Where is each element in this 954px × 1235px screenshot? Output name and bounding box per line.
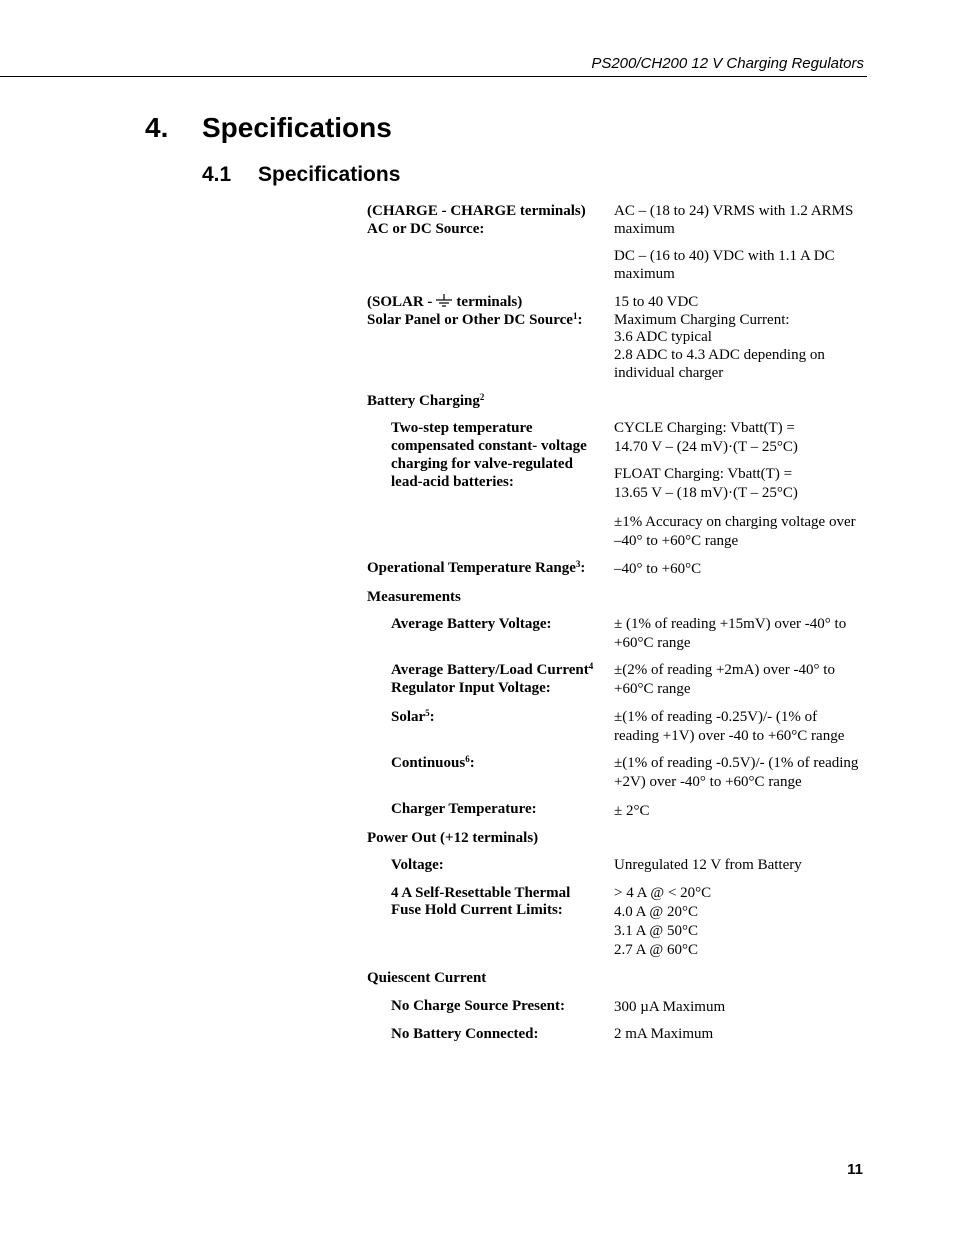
avg-battery-voltage-label: Average Battery Voltage: — [391, 616, 552, 632]
avg-current-range: +60°C range — [614, 681, 691, 697]
avg-current-value: ±(2% of reading +2mA) over -40° to — [614, 662, 835, 678]
solar-measurement-range: reading +1V) over -40 to +60°C range — [614, 728, 845, 744]
ac-source-value: AC – (18 to 24) VRMS with 1.2 ARMS — [614, 203, 854, 219]
continuous-measurement-label: Continuous$^6$: — [391, 754, 475, 771]
charging-method-label-2: compensated constant- voltage — [391, 438, 587, 454]
measurements-label: Measurements — [367, 589, 461, 605]
solar-value-2: Maximum Charging Current: — [614, 312, 790, 328]
power-out-voltage-value: Unregulated 12 V from Battery — [614, 857, 802, 873]
float-charging-formula: 13.65 V – (18 mV)·(T – 25°C) — [614, 485, 798, 501]
header-rule — [0, 76, 867, 77]
no-charge-source-value: 300 µA Maximum — [614, 999, 726, 1015]
solar-source-label: Solar Panel or Other DC Source$^1$: — [367, 311, 583, 328]
charge-terminals-label: (CHARGE - CHARGE terminals) — [367, 203, 586, 219]
solar-value-3: 3.6 ADC typical — [614, 329, 712, 345]
dc-source-value-cont: maximum — [614, 266, 675, 282]
charging-method-label-4: lead-acid batteries: — [391, 474, 514, 490]
no-battery-value: 2 mA Maximum — [614, 1026, 714, 1042]
solar-value-1: 15 to 40 VDC — [614, 294, 699, 310]
power-out-label: Power Out (+12 terminals) — [367, 830, 539, 846]
solar-measurement-label: Solar$^5$: — [391, 708, 435, 725]
charge-source-label: AC or DC Source: — [367, 221, 485, 237]
solar-measurement-value: ±(1% of reading -0.25V)/- (1% of — [614, 709, 818, 725]
no-charge-source-label: No Charge Source Present: — [391, 998, 565, 1014]
ground-symbol-icon — [434, 294, 454, 308]
fuse-value-4: 2.7 A @ 60°C — [614, 942, 698, 958]
regulator-input-voltage-label: Regulator Input Voltage: — [391, 680, 551, 696]
charging-method-label-3: charging for valve-regulated — [391, 456, 573, 472]
avg-battery-voltage-value: ± (1% of reading +15mV) over -40° to — [614, 616, 847, 632]
fuse-value-2: 4.0 A @ 20°C — [614, 904, 698, 920]
continuous-measurement-value: ±(1% of reading -0.5V)/- (1% of reading — [614, 755, 859, 771]
page-number: 11 — [847, 1161, 863, 1178]
battery-charging-label: Battery Charging$^2$ — [367, 392, 485, 409]
charger-temp-label: Charger Temperature: — [391, 801, 537, 817]
fuse-value-1: > 4 A @ < 20°C — [614, 885, 712, 901]
fuse-label-2: Fuse Hold Current Limits: — [391, 902, 563, 918]
avg-battery-voltage-range: +60°C range — [614, 635, 691, 651]
charging-accuracy-value: ±1% Accuracy on charging voltage over — [614, 514, 856, 530]
dc-source-value: DC – (16 to 40) VDC with 1.1 A DC — [614, 248, 835, 264]
section-title: Specifications — [202, 112, 392, 143]
fuse-label-1: 4 A Self-Resettable Thermal — [391, 885, 571, 901]
quiescent-current-label: Quiescent Current — [367, 970, 487, 986]
fuse-value-3: 3.1 A @ 50°C — [614, 923, 698, 939]
subsection-title: Specifications — [258, 163, 401, 186]
float-charging-value: FLOAT Charging: Vbatt(T) = — [614, 466, 793, 482]
cycle-charging-formula: 14.70 V – (24 mV)·(T – 25°C) — [614, 439, 798, 455]
charger-temp-value: ± 2°C — [614, 803, 650, 819]
solar-value-4: 2.8 ADC to 4.3 ADC depending on — [614, 347, 825, 363]
running-header: PS200/CH200 12 V Charging Regulators — [591, 55, 864, 72]
continuous-measurement-range: +2V) over -40° to +60°C range — [614, 774, 802, 790]
charging-method-label-1: Two-step temperature — [391, 420, 533, 436]
operational-temp-label: Operational Temperature Range$^3$: — [367, 559, 586, 576]
solar-value-5: individual charger — [614, 365, 724, 381]
avg-current-label: Average Battery/Load Current$^4$ — [391, 661, 594, 678]
cycle-charging-value: CYCLE Charging: Vbatt(T) = — [614, 420, 795, 436]
operational-temp-value: –40° to +60°C — [614, 561, 702, 577]
ac-source-value-cont: maximum — [614, 221, 675, 237]
charging-accuracy-range: –40° to +60°C range — [614, 533, 739, 549]
power-out-voltage-label: Voltage: — [391, 857, 444, 873]
no-battery-label: No Battery Connected: — [391, 1026, 539, 1042]
solar-terminals-label: (SOLAR - terminals) — [367, 294, 523, 310]
section-number: 4. — [145, 112, 169, 143]
subsection-number: 4.1 — [202, 163, 232, 186]
